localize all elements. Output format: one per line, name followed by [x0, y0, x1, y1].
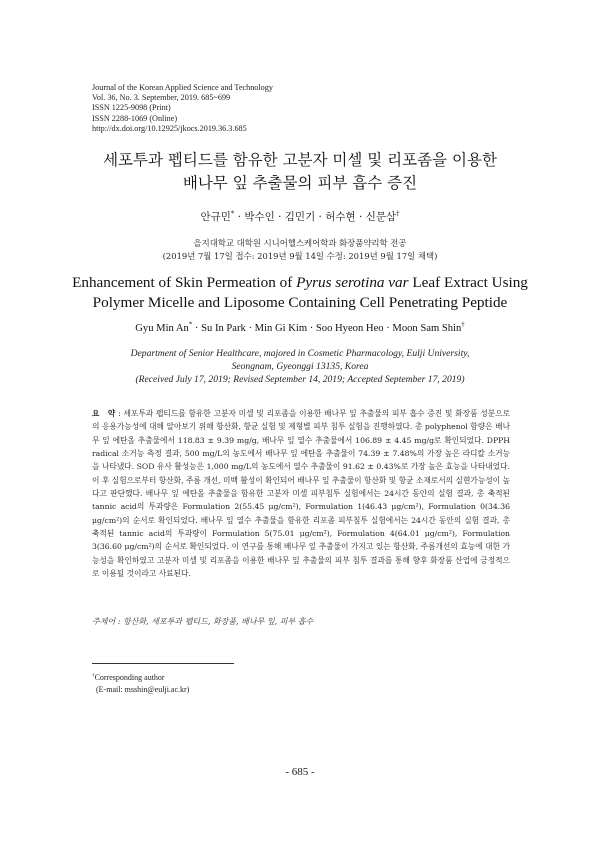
- corresponding-label: Corresponding author: [94, 673, 165, 682]
- korean-author-5: 신문삼: [365, 211, 397, 223]
- english-author-4: Soo Hyeon Heo: [315, 323, 384, 334]
- english-title-text: Enhancement of Skin Permeation of: [72, 274, 297, 291]
- issn-print: ISSN 1225-9098 (Print): [92, 103, 171, 113]
- keywords: 주제어 : 항산화, 세포투과 펩티드, 화장품, 배나무 잎, 피부 흡수: [92, 617, 314, 626]
- english-author-5: Moon Sam Shin: [392, 323, 462, 334]
- english-title-line-1: [0, 273, 600, 293]
- footnote-rule: [92, 663, 234, 664]
- author-separator: ·: [192, 323, 202, 334]
- corresponding-email[interactable]: (E-mail: msshin@eulji.ac.kr): [96, 685, 190, 694]
- journal-header: [92, 83, 273, 134]
- author-separator: ·: [383, 323, 393, 334]
- author-separator: ·: [245, 323, 255, 334]
- korean-author-2: 박수인: [244, 211, 275, 223]
- author-separator: ·: [355, 211, 366, 223]
- abstract: [92, 407, 510, 580]
- corresponding-author-note: [92, 672, 165, 683]
- author-mark: *: [230, 209, 235, 218]
- english-received-dates: (Received July 17, 2019; Revised September 14, 2019; Accepted September 17, 2019): [135, 374, 465, 385]
- english-author-3: Min Gi Kim: [254, 323, 308, 334]
- author-mark: †: [396, 209, 400, 218]
- korean-title-line-2: 배나무 잎 추출물의 피부 흡수 증진: [182, 174, 418, 192]
- english-author-2: Su In Park: [201, 323, 246, 334]
- author-mark: †: [461, 321, 465, 329]
- english-title-line-2: Polymer Micelle and Liposome Containing Cell Penetrating Peptide: [92, 294, 508, 311]
- korean-author-3: 김민기: [284, 211, 316, 223]
- author-separator: ·: [234, 211, 245, 223]
- author-separator: ·: [307, 323, 316, 334]
- korean-title-line-1: 세포투과 펩티드를 함유한 고분자 미셀 및 리포좀을 이용한: [103, 151, 497, 169]
- english-authors: [0, 323, 600, 334]
- issn-online: ISSN 2288-1069 (Online): [92, 113, 178, 123]
- page-number: - 685 -: [285, 766, 315, 778]
- author-mark: *: [188, 321, 193, 329]
- english-affiliation-line-2: Seongnam, Gyeonggi 13135, Korea: [231, 361, 369, 372]
- author-separator: ·: [315, 211, 326, 223]
- korean-author-1: 안규민: [200, 211, 231, 223]
- journal-volume: Vol. 36, No. 3. September, 2019. 685~699: [92, 93, 231, 103]
- author-separator: ·: [274, 211, 285, 223]
- korean-author-4: 허수현: [325, 211, 356, 223]
- english-affiliation-line-1: Department of Senior Healthcare, majored in Cosmetic Pharmacology, Eulji University,: [130, 348, 470, 359]
- journal-name: Journal of the Korean Applied Science and Technology: [92, 83, 273, 92]
- korean-dates: (2019년 7월 17일 접수: 2019년 9월 14일 수정: 2019년 9월 17일 채택): [162, 251, 438, 261]
- corresponding-mark: †: [92, 672, 95, 679]
- abstract-text: : 세포투과 펩티드를 함유한 고분자 미셀 및 리포좀을 이용한 배나무 잎 추출물의 피부 흡수 증진 및 화장품 성분으로의 응용가능성에 대해 알아보기 위해 항산화, 항균 실험 및 제형별 피부 침투 실험을 진행하였다. 총 polyphenol 함량은 배나무 잎 에탄올 추출물에서 118.83 ± 9.39 mg/g, 배나무 잎 열수 추출물에서 106.89 ± 4.45 mg/g로 확인되었다. DPPH radical 소거능 측정 결과, 500 mg/L의 농도에서 배나무 잎 에탄올 추출물이 74.39 ± 7.48%의 가장 높은 라디칼 소거능을 나타냈다. SOD 유사 활성능은 1,000 mg/L의 농도에서 열수 추출물이 91.62 ± 0.43%로 가장 높은 효능을 나타내었다. 이 후 실험으로부터 항산화, 주름 개선, 미백 활성이 확인되어 배나무 잎 추출물이 항산화 및 항균 소재로서의 실현가능성이 높다고 판단했다. 배나무 잎 에탄올 추출물을 함유한 고분자 미셀 피부침투 실험에서는 24시간 동안의 실험 결과, 총 축적된 tannic acid의 투과량은 Formulation 2(55.45 μg/cm²), Formulation 1(46.43 μg/cm²), Formulation 0(34.36 μg/cm²)의 순서로 확인되었다. 배나무 잎 열수 추출물을 함유한 리포좀 피부침투 실험에서는 24시간 동안의 실험 결과, 총 축적된 tannic acid의 투과량이 Formulation 5(75.01 μg/cm²), Formulation 4(64.01 μg/cm²), Formulation 3(36.60 μg/cm²)의 순서로 확인되었다. 이 연구를 통해 배나무 잎 추출물이 가지고 있는 항산화, 주름개선의 효능에 대한 가능성을 확인하였고 고분자 미셀 및 리포좀을 이용한 배나무 잎 추출물의 피부 침투 결과를 통해 향후 화장품 산업에 긍정적으로 이용될 것이라고 사료된다.: [92, 409, 511, 579]
- species-name: Pyrus serotina var: [296, 274, 409, 291]
- korean-affiliation: 을지대학교 대학원 시니어헬스케어학과 화장품약리학 전공: [193, 238, 407, 248]
- english-author-1: Gyu Min An: [135, 323, 189, 334]
- abstract-label: 요 약: [92, 409, 116, 418]
- doi-link[interactable]: http://dx.doi.org/10.12925/jkocs.2019.36.3.685: [92, 123, 247, 133]
- korean-authors: [0, 209, 600, 224]
- english-title-text: Leaf Extract Using: [408, 274, 528, 291]
